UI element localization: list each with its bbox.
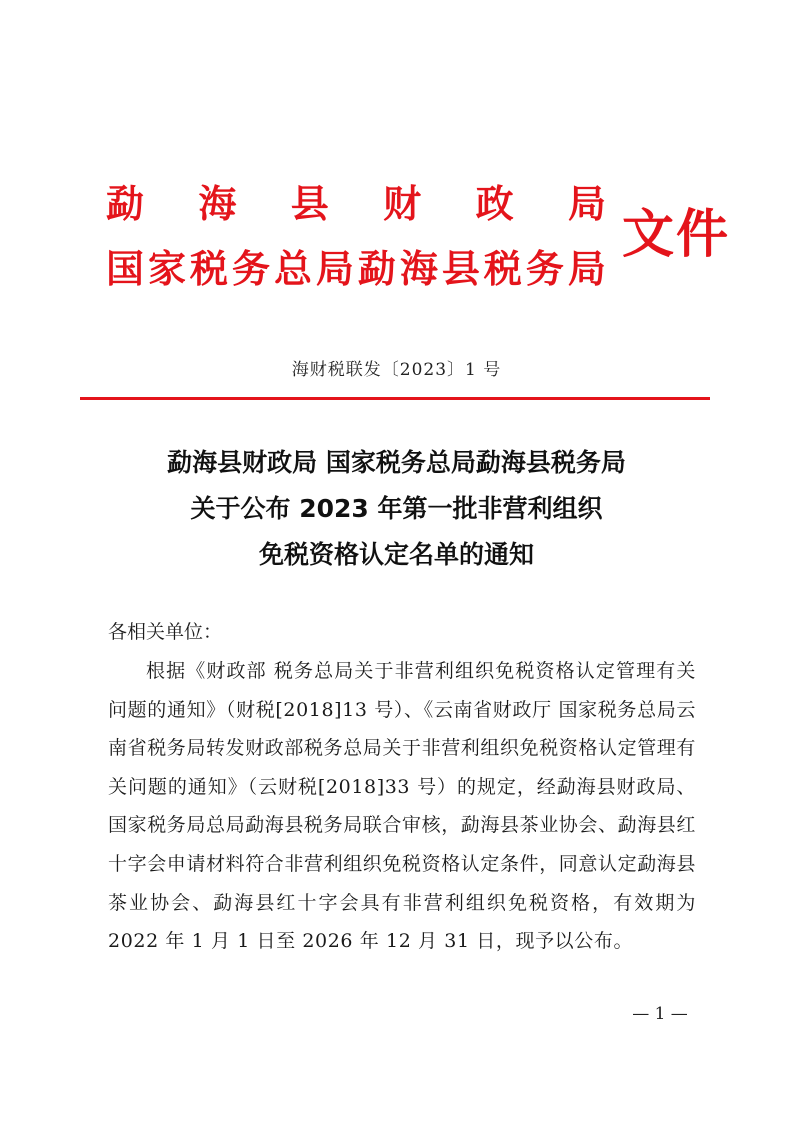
- document-number: 海财税联发〔2023〕1 号: [291, 360, 502, 380]
- masthead-char: 勐: [106, 182, 145, 226]
- masthead-char: 务: [231, 247, 270, 291]
- masthead-char: 税: [483, 247, 522, 291]
- masthead-char: 勐: [357, 247, 396, 291]
- masthead-char: 总: [273, 247, 312, 291]
- masthead-char: 税: [189, 247, 228, 291]
- title-line-2: 关于公布 2023 年第一批非营利组织: [190, 494, 603, 523]
- masthead-char: 海: [198, 182, 237, 226]
- title-line-1: 勐海县财政局 国家税务总局勐海县税务局: [167, 448, 626, 477]
- salutation: 各相关单位：: [108, 621, 223, 643]
- masthead-char: 政: [475, 182, 514, 226]
- masthead-char: 财: [383, 182, 422, 226]
- masthead-char: 局: [567, 247, 606, 291]
- masthead-char: 务: [525, 247, 564, 291]
- masthead-char: 国: [106, 247, 145, 291]
- body-paragraph: 根据《财政部 税务总局关于非营利组织免税资格认定管理有关问题的通知》（财税[2018]13 号）、《云南省财政厅 国家税务总局云南省税务局转发财政部税务总局关于非营利组织免税资格认定管理有关问题的通知》（云财税[2018]33 号）的规定，经勐海县财政局、国家税务局总局勐海县税务局联合审核，勐海县茶业协会、勐海县红十字会申请材料符合非营利组织免税资格认定条件，同意认定勐海县茶业协会、勐海县红十字会具有非营利组织免税资格，有效期为 2022 年 1 月 1 日至 2026 年 12 月 31 日，现予以公布。: [108, 660, 697, 953]
- masthead-char: 家: [147, 247, 186, 291]
- masthead-issuer-2: [106, 247, 606, 291]
- document-title: [0, 440, 793, 578]
- masthead-char: 海: [399, 247, 438, 291]
- masthead-char: 县: [290, 182, 329, 226]
- page-number: — 1 —: [632, 1004, 688, 1024]
- masthead-char: 局: [567, 182, 606, 226]
- masthead-issuer-1: [106, 182, 606, 226]
- masthead-char: 县: [441, 247, 480, 291]
- title-line-3: 免税资格认定名单的通知: [258, 540, 534, 569]
- masthead-document-suffix: 文件: [622, 205, 731, 265]
- masthead-char: 局: [315, 247, 354, 291]
- red-divider-line: [80, 397, 710, 400]
